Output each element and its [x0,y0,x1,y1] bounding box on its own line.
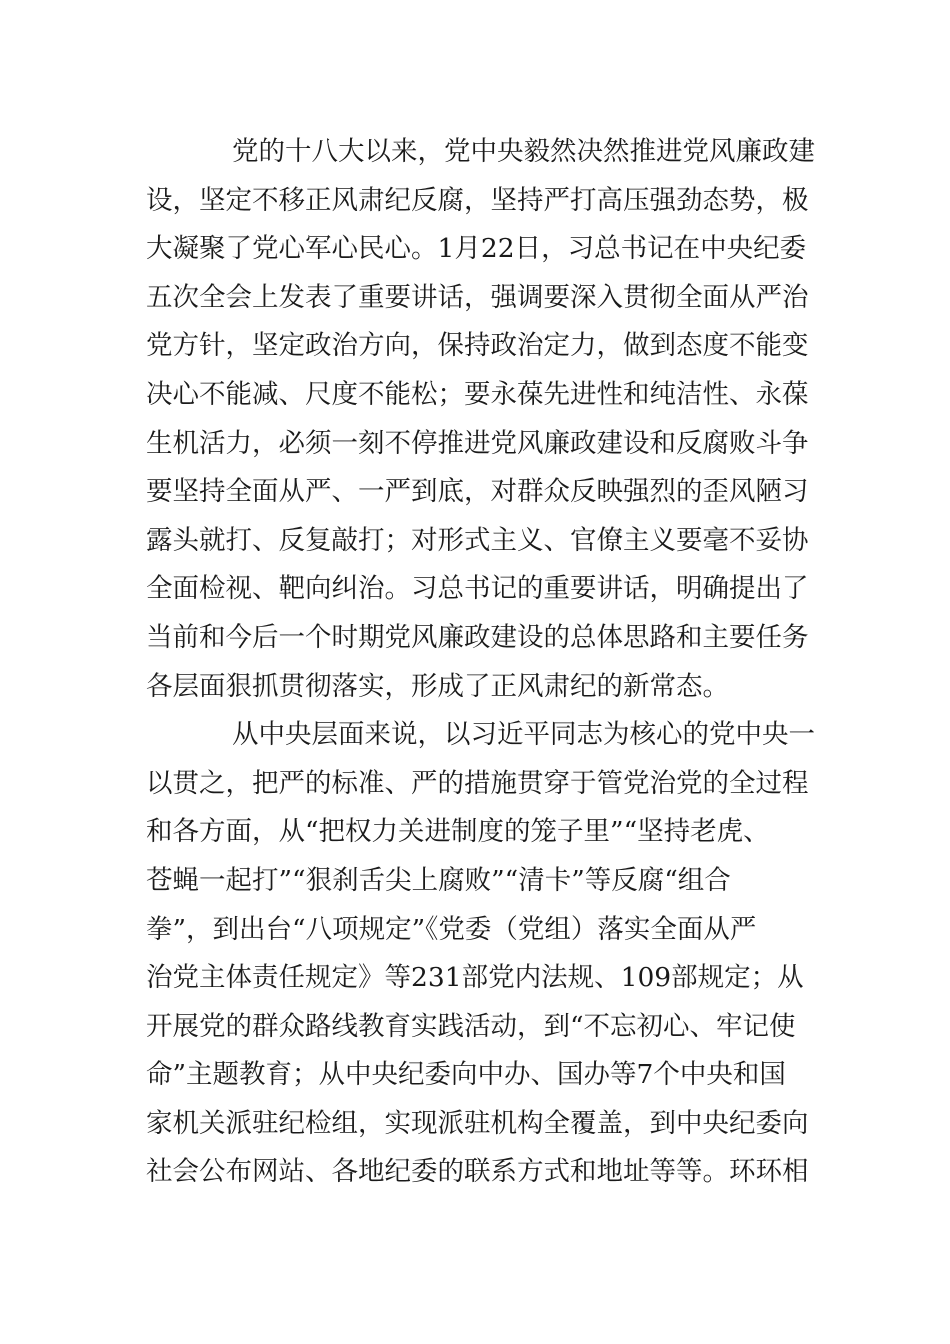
text-line: 露头就打、反复敲打；对形式主义、官僚主义要毫不妥协 [146,524,809,556]
text-line: 开展党的群众路线教育实践活动，到“不忘初心、牢记使 [146,1010,796,1042]
text-line: 苍蝇一起打”“狠刹舌尖上腐败”“清卡”等反腐“组合 [146,864,731,896]
text-line: 全面检视、靶向纠治。习总书记的重要讲话，明确提出了 [146,573,809,605]
text-line: 和各方面，从“把权力关进制度的笼子里”“坚持老虎、 [146,816,770,848]
text-line: 党的十八大以来，党中央毅然决然推进党风廉政建 [232,136,815,167]
text-line: 社会公布网站、各地纪委的联系方式和地址等等。环环相 [146,1156,809,1188]
text-line: 设，坚定不移正风肃纪反腐，坚持严打高压强劲态势，极 [146,184,809,216]
text-line: 治党主体责任规定》等231部党内法规、109部规定；从 [146,962,804,994]
text-line: 大凝聚了党心军心民心。1月22日，习总书记在中央纪委 [146,233,807,265]
text-line: 从中央层面来说，以习近平同志为核心的党中央一 [232,719,815,751]
paragraph-2 [146,711,815,1197]
text-line: 各层面狠抓贯彻落实，形成了正风肃纪的新常态。 [146,670,729,702]
text-line: 当前和今后一个时期党风廉政建设的总体思路和主要任务 [146,621,809,653]
text-line: 党方针，坚定政治方向，保持政治定力，做到态度不能变 [146,330,809,362]
text-line: 生机活力，必须一刻不停推进党风廉政建设和反腐败斗争 [146,427,809,459]
text-line: 要坚持全面从严、一严到底，对群众反映强烈的歪风陋习 [146,476,809,508]
text-line: 决心不能减、尺度不能松；要永葆先进性和纯洁性、永葆 [146,378,809,410]
document-body [146,128,815,1197]
text-line: 家机关派驻纪检组，实现派驻机构全覆盖，到中央纪委向 [146,1107,809,1139]
text-line: 以贯之，把严的标准、严的措施贯穿于管党治党的全过程 [146,767,809,799]
paragraph-1 [146,128,815,711]
text-line: 命”主题教育；从中央纪委向中办、国办等7个中央和国 [146,1059,786,1091]
text-line: 五次全会上发表了重要讲话，强调要深入贯彻全面从严治 [146,281,809,313]
text-line: 拳”，到出台“八项规定”《党委（党组）落实全面从严 [146,913,757,945]
